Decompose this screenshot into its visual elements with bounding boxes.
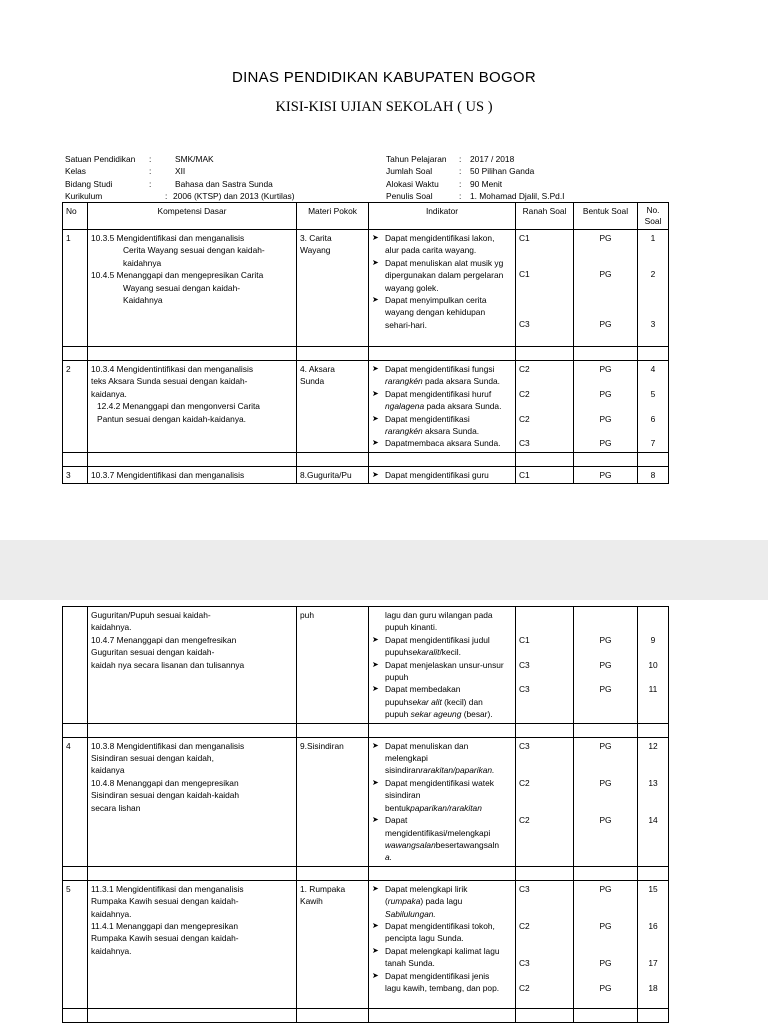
cell-bentuk: PG PG PG PG	[574, 880, 638, 1008]
document-page-2	[0, 600, 768, 1024]
table-spacer-row	[63, 452, 669, 466]
meta-value: 2017 / 2018	[470, 154, 515, 164]
indicator-item: ➤ Dapat mengidentifikasi judul pupuhsekaralit/kecil.	[372, 634, 490, 658]
cell-materi: puh	[297, 607, 369, 724]
cell-nosoal: 9 10 11	[638, 607, 669, 724]
indicator-item: ➤ Dapat menjelaskan unsur-unsur pupuh	[372, 659, 504, 683]
kisi-table-page-1	[62, 202, 669, 484]
cell-bentuk: PG PG PG	[574, 230, 638, 347]
indicator-item: ➤ Dapat mengidentifikasi lakon, alur pada carita wayang.	[372, 233, 495, 256]
cell-materi: 4. Aksara Sunda	[297, 361, 369, 453]
indicator-item: ➤ Dapat mengidentifikasi/melengkapi wawangsalanbesertawangsaln a.	[372, 815, 500, 863]
arrow-bullet-icon: ➤	[372, 777, 379, 787]
cell-indikator	[369, 361, 516, 453]
cell-kd: 10.3.5 Mengidentifikasi dan menganalisis Cerita Wayang sesuai dengan kaidah- kaidahnya 10.4.5 Menanggapi dan mengepresikan Carita Wayang sesuai dengan kaidah- Kaidahnya	[88, 230, 297, 347]
indicator-item: ➤ Dapat mengidentifikasi fungsi rarangkén pada aksara Sunda.	[372, 364, 501, 387]
indicator-item: ➤ Dapat melengkapi kalimat lagu tanah Sunda.	[372, 945, 500, 969]
cell-no	[63, 607, 88, 724]
cell-indikator	[369, 737, 516, 866]
header-indikator: Indikator	[369, 203, 516, 230]
arrow-bullet-icon: ➤	[372, 413, 379, 423]
meta-left: Satuan Pendidikan : SMK/MAK Kelas : XII Bidang Studi : Bahasa dan Sastra Sunda Kurikulum : 2006 (KTSP) dan 2013 (Kurtilas)	[65, 154, 295, 201]
arrow-bullet-icon: ➤	[372, 815, 379, 825]
cell-materi: 8.Gugurita/Pu	[297, 466, 369, 483]
arrow-bullet-icon: ➤	[372, 364, 379, 373]
meta-label: Jumlah Soal	[386, 166, 433, 176]
cell-ranah: C1 C1 C3	[516, 230, 574, 347]
table-header-row	[63, 203, 669, 230]
cell-nosoal: 15 16 17 18	[638, 880, 669, 1008]
arrow-bullet-icon: ➤	[372, 970, 379, 980]
agency-title: DINAS PENDIDIKAN KABUPATEN BOGOR	[231, 69, 537, 86]
cell-ranah: C1	[516, 466, 574, 483]
table-spacer-row	[63, 866, 669, 880]
header-kd: Kompetensi Dasar	[88, 203, 297, 230]
cell-bentuk: PG PG PG	[574, 737, 638, 866]
cell-kd: 11.3.1 Mengidentifikasi dan menganalisis Rumpaka Kawih sesuai dengan kaidah- kaidahnya. 11.4.1 Menanggapi dan mengepresikan Rumpaka Kawih sesuai dengan kaidah- kaidahnya.	[88, 880, 297, 1008]
kisi-table-page-2	[62, 606, 669, 1023]
cell-kd: 10.3.4 Mengidentintifikasi dan menganalisis teks Aksara Sunda sesuai dengan kaidah- kaidanya. 12.4.2 Menanggapi dan mengonversi Carita Pantun sesuai dengan kaidah-kaidanya.	[88, 361, 297, 453]
indicator-item: ➤ Dapat mengidentifikasi huruf ngalagena pada aksara Sunda.	[372, 388, 502, 412]
cell-nosoal: 12 13 14	[638, 737, 669, 866]
indicator-item: ➤ Dapat mengidentifikasi jenis lagu kawih, tembang, dan pop.	[372, 970, 500, 993]
cell-kd: 10.3.7 Mengidentifikasi dan menganalisis	[88, 466, 297, 483]
meta-value: XII	[175, 166, 186, 176]
cell-no: 1	[63, 230, 88, 347]
meta-value: 2006 (KTSP) dan 2013 (Kurtilas)	[173, 190, 295, 201]
indicator-item: ➤ Dapat mengidentifikasi watek sisindiran bentukpaparikan/rarakitan	[372, 777, 494, 813]
arrow-bullet-icon: ➤	[372, 740, 379, 750]
arrow-bullet-icon: ➤	[372, 388, 379, 398]
meta-value: Bahasa dan Sastra Sunda	[175, 178, 273, 189]
indicator-item: lagu dan guru wilangan pada pupuh kinanti.	[385, 610, 493, 633]
cell-bentuk: PG PG PG PG	[574, 361, 638, 453]
arrow-bullet-icon: ➤	[372, 684, 379, 694]
table-row	[63, 466, 669, 483]
indicator-item: ➤ Dapat menyimpulkan cerita wayang dengan kehidupan sehari-hari.	[372, 295, 487, 330]
table-spacer-row	[63, 1008, 669, 1022]
cell-no: 5	[63, 880, 88, 1008]
cell-indikator	[369, 466, 516, 483]
header-materi: Materi Pokok	[297, 203, 369, 230]
meta-label: Kelas	[65, 166, 86, 176]
cell-ranah: C1 C3 C3	[516, 607, 574, 724]
meta-right: Tahun Pelajaran : 2017 / 2018 Jumlah Soal : 50 Pilihan Ganda Alokasi Waktu : 90 Menit Penulis Soal : 1. Mohamad Djalil, S.Pd.I	[386, 154, 565, 201]
cell-ranah: C3 C2 C2	[516, 737, 574, 866]
indicator-item: ➤ Dapat menuliskan dan melengkapi sisindiranrarakitan/paparikan.	[372, 740, 495, 776]
indicator-item: ➤ Dapat membedakan pupuhsekar alit (kecil) dan pupuh sekar ageung (besar).	[372, 684, 493, 720]
meta-label: Alokasi Waktu	[386, 178, 439, 189]
indicator-item: ➤ Dapat menuliskan alat musik yg dipergunakan dalam pergelaran wayang golek.	[372, 257, 504, 293]
arrow-bullet-icon: ➤	[372, 233, 379, 242]
arrow-bullet-icon: ➤	[372, 920, 379, 930]
cell-nosoal: 1 2 3	[638, 230, 669, 347]
meta-value: 1. Mohamad Djalil, S.Pd.I	[470, 190, 565, 201]
cell-ranah: C2 C2 C2 C3	[516, 361, 574, 453]
indicator-item: ➤ Dapat melengkapi lirik (rumpaka) pada lagu Sabilulungan.	[372, 883, 468, 919]
table-spacer-row	[63, 347, 669, 361]
table-row	[63, 607, 669, 724]
meta-value: SMK/MAK	[175, 154, 214, 164]
arrow-bullet-icon: ➤	[372, 659, 379, 669]
cell-indikator	[369, 230, 516, 347]
arrow-bullet-icon: ➤	[372, 945, 379, 955]
meta-value: 50 Pilihan Ganda	[470, 166, 535, 176]
cell-indikator	[369, 607, 516, 724]
cell-bentuk: PG PG PG	[574, 607, 638, 724]
cell-materi: 9.Sisindiran	[297, 737, 369, 866]
cell-ranah: C3 C2 C3 C2	[516, 880, 574, 1008]
table-row	[63, 880, 669, 1008]
header-ranah: Ranah Soal	[516, 203, 574, 230]
indicator-item: ➤ Dapatmembaca aksara Sunda.	[372, 438, 501, 449]
cell-bentuk: PG	[574, 466, 638, 483]
page-gap	[0, 540, 768, 600]
header-no: No	[63, 203, 88, 230]
meta-label: Tahun Pelajaran	[386, 154, 447, 164]
cell-nosoal: 4 5 6 7	[638, 361, 669, 453]
arrow-bullet-icon: ➤	[372, 469, 379, 479]
arrow-bullet-icon: ➤	[372, 634, 379, 644]
cell-no: 3	[63, 466, 88, 483]
table-row	[63, 230, 669, 347]
document-title: KISI-KISI UJIAN SEKOLAH ( US )	[275, 99, 493, 115]
arrow-bullet-icon: ➤	[372, 883, 379, 893]
cell-indikator	[369, 880, 516, 1008]
arrow-bullet-icon: ➤	[372, 438, 379, 448]
header-nosoal: No. Soal	[638, 203, 669, 230]
cell-kd: Guguritan/Pupuh sesuai kaidah- kaidahnya. 10.4.7 Menanggapi dan mengefresikan Guguritan sesuai dengan kaidah- kaidah nya secara lisanan dan tulisannya	[88, 607, 297, 724]
indicator-item: ➤ Dapat mengidentifikasi guru	[372, 469, 489, 480]
cell-materi: 3. Carita Wayang	[297, 230, 369, 347]
table-row	[63, 737, 669, 866]
cell-no: 2	[63, 361, 88, 453]
indicator-item: ➤ Dapat mengidentifikasi rarangkén aksara Sunda.	[372, 413, 480, 437]
table-row	[63, 361, 669, 453]
meta-value: 90 Menit	[470, 178, 503, 189]
meta-label: Penulis Soal	[386, 190, 433, 201]
table-spacer-row	[63, 723, 669, 737]
cell-no: 4	[63, 737, 88, 866]
arrow-bullet-icon: ➤	[372, 295, 379, 305]
meta-label: Satuan Pendidikan	[65, 154, 136, 164]
cell-kd: 10.3.8 Mengidentifikasi dan menganalisis Sisindiran sesuai dengan kaidah, kaidanya 10.4.8 Menanggapi dan mengepresikan Sisindiran sesuai dengan kaidah-kaidah secara lishan	[88, 737, 297, 866]
meta-label: Bidang Studi	[65, 178, 113, 189]
indicator-item: ➤ Dapat mengidentifikasi tokoh, pencipta lagu Sunda.	[372, 920, 495, 944]
arrow-bullet-icon: ➤	[372, 257, 379, 267]
cell-materi: 1. Rumpaka Kawih	[297, 880, 369, 1008]
header-bentuk: Bentuk Soal	[574, 203, 638, 230]
cell-nosoal: 8	[638, 466, 669, 483]
meta-label: Kurikulum	[65, 190, 103, 201]
